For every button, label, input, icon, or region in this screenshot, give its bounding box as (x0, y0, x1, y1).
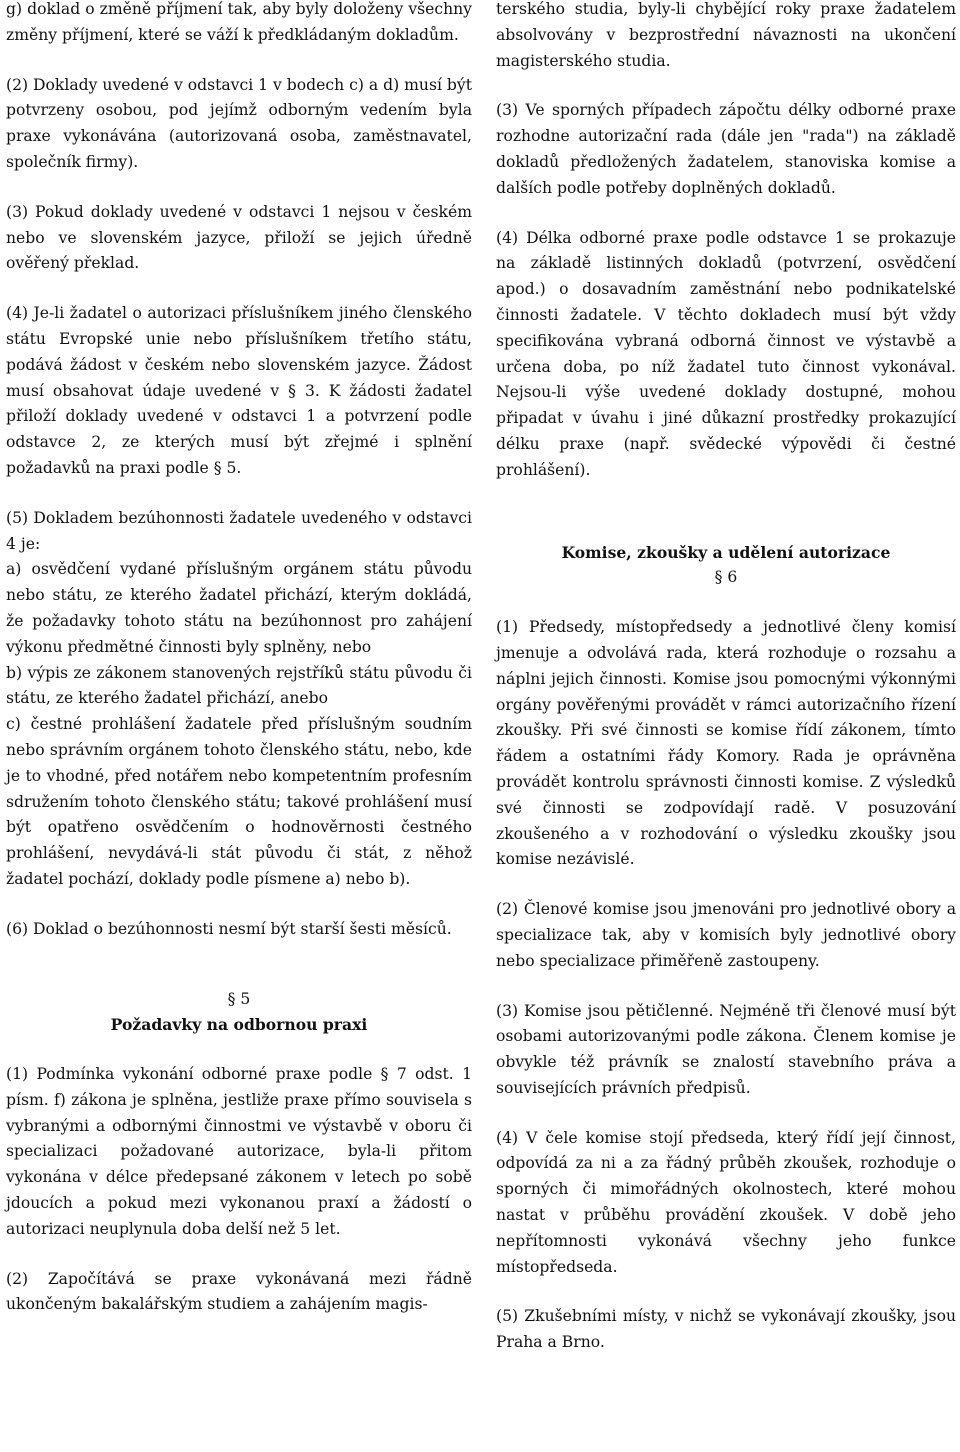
paragraph-5-intro: (5) Dokladem bezúhonnosti žadatele uvedeného v odstavci 4 je: (6, 508, 472, 553)
paragraph-5-a: a) osvědčení vydané příslušným orgánem státu původu nebo státu, ze kterého žadatel přichází, kterým dokládá, že požadavky tohoto státu na bezúhonnost pro zahájení výkonu předmětné činnosti byly splněny, nebo (6, 560, 472, 656)
paragraph-3-right: (3) Ve sporných případech zápočtu délky odborné praxe rozhodne autorizační rada (dále jen "rada") na základě dokladů předložených žadatelem, stanoviska komise a dalších podle potřeby doplněných dokladů. (496, 101, 956, 197)
paragraph-6-1: (1) Předsedy, místopředsedy a jednotlivé členy komisí jmenuje a odvolává rada, která rozhoduje o rozsahu a náplni jejich činnosti. Komise jsou pomocnými výkonnými orgány pověřenými provádět v rámci autorizačního řízení zkoušky. Při své činnosti se komise řídí zákonem, tímto řádem a ostatními řády Komory. Rada je oprávněna provádět kontrolu správnosti činnosti komise. Z výsledků své činnosti se zodpovídají radě. V posuzování zkoušeného a v rozhodování o výsledku zkoušky jsou komise nezávislé. (496, 618, 956, 869)
right-column (496, 0, 956, 1356)
paragraph-4: (4) Je-li žadatel o autorizaci příslušníkem jiného členského státu Evropské unie nebo příslušníkem třetího státu, podává žádost v českém nebo slovenském jazyce. Žádost musí obsahovat údaje uvedené v § 3. K žádosti žadatel přiloží doklady uvedené v odstavci 1 a potvrzení podle odstavce 2, ze kterých musí být zřejmé i splnění požadavků na praxi podle § 5. (6, 304, 472, 477)
paragraph-4-right: (4) Délka odborné praxe podle odstavce 1 se prokazuje na základě listinných dokladů (potvrzení, osvědčení apod.) o dosavadním zaměstnání nebo podnikatelské činnosti žadatele. V těchto dokladech musí být vždy specifikována vybraná odborná činnost ve výstavbě a určena doba, po níž žadatel tuto činnost vykonával. Nejsou-li výše uvedené doklady dostupné, mohou připadat v úvahu i jiné důkazní prostředky prokazující délku praxe (např. svědecké výpovědi či čestné prohlášení). (496, 228, 956, 479)
paragraph-6-5: (5) Zkušebními místy, v nichž se vykonávají zkoušky, jsou Praha a Brno. (496, 1307, 956, 1352)
paragraph-2: (2) Doklady uvedené v odstavci 1 v bodech c) a d) musí být potvrzeny osobou, pod jejímž odborným vedením byla praxe vykonávána (autorizovaná osoba, zaměstnavatel, společník firmy). (6, 75, 472, 171)
paragraph-6-4: (4) V čele komise stojí předseda, který řídí její činnost, odpovídá za ni a za řádný průběh zkoušek, rozhoduje o sporných či mimořádných okolnostech, které mohou nastat v průběhu provádění zkoušek. V době jeho nepřítomnosti vykonává všechny jeho funkce místopředseda. (496, 1128, 956, 1276)
section-5-number: § 5 (227, 989, 251, 1008)
paragraph-g: g) doklad o změně příjmení tak, aby byly doloženy všechny změny příjmení, které se váží k předkládaným dokladům. (6, 0, 472, 44)
paragraph-5-b: b) výpis ze zákonem stanovených rejstříků státu původu či státu, ze kterého žadatel přichází, anebo (6, 663, 472, 708)
paragraph-5-c: c) čestné prohlášení žadatele před příslušným soudním nebo správním orgánem tohoto členského státu, nebo, kde je to vhodné, před notářem nebo kompetentním profesním sdružením tohoto členského státu; takové prohlášení musí být opatřeno osvědčením o hodnověrnosti čestného prohlášení, nevydává-li stát původu či stát, z něhož žadatel pochází, doklady podle písmene a) nebo b). (6, 715, 472, 888)
left-column (6, 0, 472, 1318)
paragraph-6-2: (2) Členové komise jsou jmenováni pro jednotlivé obory a specializace tak, aby v komisích byly jednotlivé obory nebo specializace přiměřeně zastoupeny. (496, 900, 956, 970)
paragraph-6: (6) Doklad o bezúhonnosti nesmí být starší šesti měsíců. (6, 919, 452, 938)
paragraph-5-2: (2) Započítává se praxe vykonávaná mezi řádně ukončeným bakalářským studiem a zahájením magis- (6, 1269, 472, 1314)
section-6-number: § 6 (714, 568, 738, 587)
section-6-title: Komise, zkoušky a udělení autorizace (561, 542, 891, 562)
paragraph-3: (3) Pokud doklady uvedené v odstavci 1 nejsou v českém nebo ve slovenském jazyce, přiloží se jejich úředně ověřený překlad. (6, 202, 472, 273)
paragraph-5-1: (1) Podmínka vykonání odborné praxe podle § 7 odst. 1 písm. f) zákona je splněna, jestliže praxe přímo souvisela s vybranými a odbornými činnostmi ve výstavbě v oboru či specializaci požadované autorizace, byla-li přitom vykonána v délce předepsané zákonem v letech po sobě jdoucích a pokud mezi vykonanou praxí a žádostí o autorizaci neuplynula doba delší než 5 let. (6, 1065, 472, 1238)
section-5-title: Požadavky na odbornou praxi (110, 1015, 368, 1035)
paragraph-6-3: (3) Komise jsou pětičlenné. Nejméně tři členové musí být osobami autorizovanými podle zákona. Členem komise je obvykle též právník se znalostí stavebního práva a souvisejících právních předpisů. (496, 1001, 956, 1097)
paragraph-continued: terského studia, byly-li chybějící roky praxe žadatelem absolvovány v bezprostřední návaznosti na ukončení magisterského studia. (496, 0, 956, 70)
